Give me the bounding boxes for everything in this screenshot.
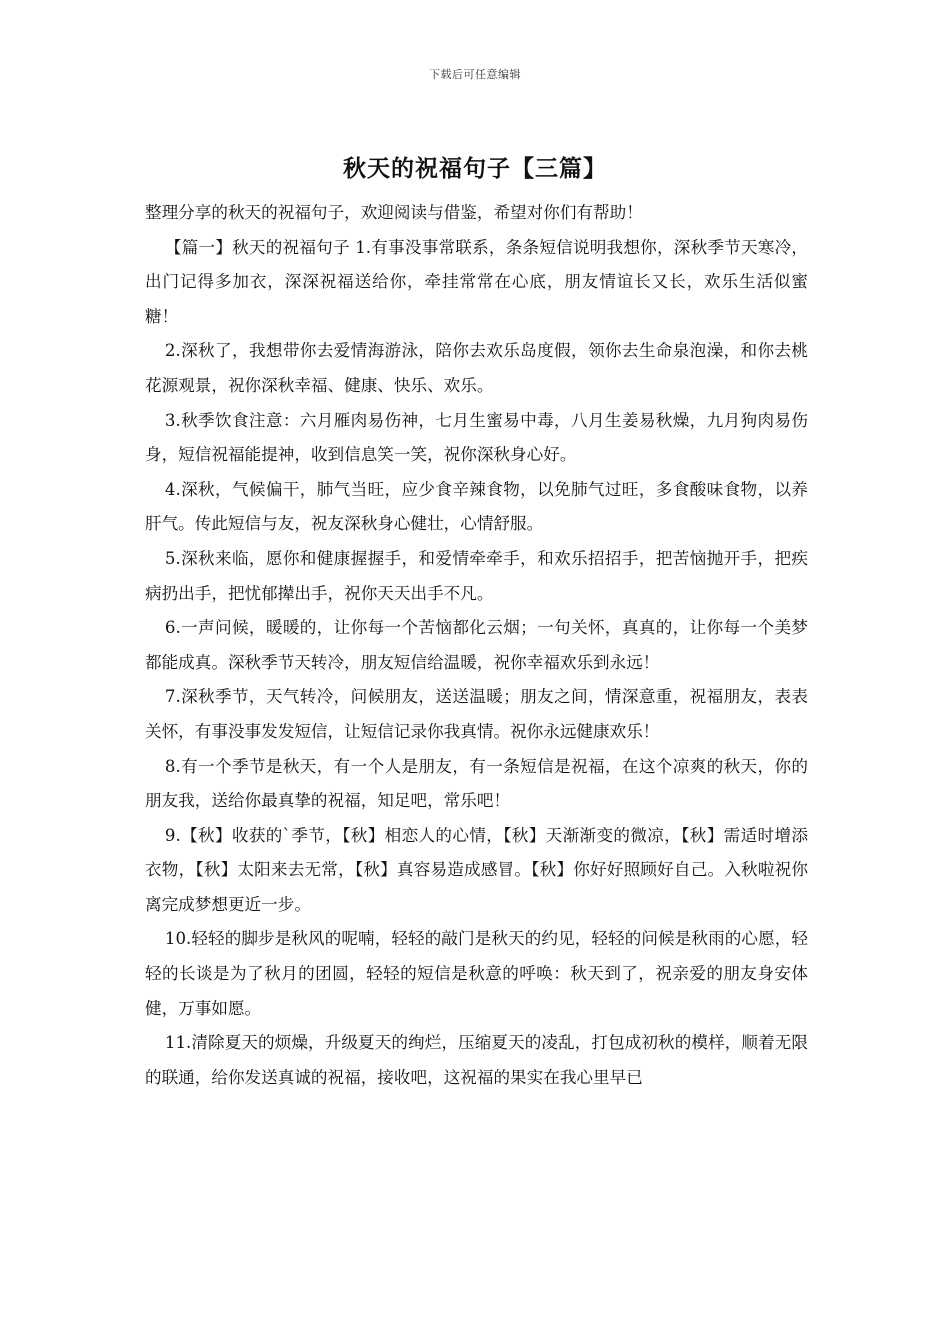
paragraph-2: 2.深秋了，我想带你去爱情海游泳，陪你去欢乐岛度假，领你去生命泉泡澡，和你去桃花源观景，祝你深秋幸福、健康、快乐、欢乐。	[145, 341, 808, 395]
paragraph-8: 8.有一个季节是秋天，有一个人是朋友，有一条短信是祝福，在这个凉爽的秋天，你的朋友我，送给你最真挚的祝福，知足吧，常乐吧！	[145, 756, 808, 811]
paragraph-7: 7.深秋季节，天气转冷，问候朋友，送送温暖；朋友之间，情深意重，祝福朋友，表表关怀，有事没事发发短信，让短信记录你我真情。祝你永远健康欢乐！	[145, 687, 808, 741]
paragraph-11: 11.清除夏天的烦燥，升级夏天的绚烂，压缩夏天的凌乱，打包成初秋的模样，顺着无限的联通，给你发送真诚的祝福，接收吧，这祝福的果实在我心里早已	[145, 1033, 808, 1087]
paragraph-1: 【篇一】秋天的祝福句子 1.有事没事常联系，条条短信说明我想你，深秋季节天寒冷，出门记得多加衣，深深祝福送给你，牵挂常常在心底，朋友情谊长又长，欢乐生活似蜜糖！	[145, 237, 808, 326]
paragraph-5: 5.深秋来临，愿你和健康握握手，和爱情牵牵手，和欢乐招招手，把苦恼抛开手，把疾病扔出手，把忧郁撵出手，祝你天天出手不凡。	[145, 548, 808, 603]
paragraph-3: 3.秋季饮食注意：六月雁肉易伤神，七月生蜜易中毒，八月生姜易秋燥，九月狗肉易伤身，短信祝福能提神，收到信息笑一笑，祝你深秋身心好。	[145, 410, 808, 465]
document-title: 秋天的祝福句子【三篇】	[343, 156, 607, 182]
paragraph-9: 9.【秋】收获的`季节，【秋】相恋人的心情，【秋】天渐渐变的微凉，【秋】需适时增添衣物，【秋】太阳来去无常，【秋】真容易造成感冒。【秋】你好好照顾好自己。入秋啦祝你离完成梦想更近一步。	[145, 825, 808, 914]
paragraph-10: 10.轻轻的脚步是秋风的呢喃，轻轻的敲门是秋天的约见，轻轻的问候是秋雨的心愿，轻轻的长谈是为了秋月的团圆，轻轻的短信是秋意的呼唤：秋天到了，祝亲爱的朋友身安体健，万事如愿。	[145, 929, 808, 1018]
paragraph-6: 6.一声问候，暖暖的，让你每一个苦恼都化云烟；一句关怀，真真的，让你每一个美梦都能成真。深秋季节天转冷，朋友短信给温暖，祝你幸福欢乐到永远！	[145, 618, 808, 672]
paragraph-4: 4.深秋，气候偏干，肺气当旺，应少食辛辣食物，以免肺气过旺，多食酸味食物，以养肝气。传此短信与友，祝友深秋身心健壮，心情舒服。	[145, 479, 808, 534]
document-body	[145, 196, 808, 1095]
header-note: 下载后可任意编辑	[429, 68, 521, 81]
intro-paragraph: 整理分享的秋天的祝福句子，欢迎阅读与借鉴，希望对你们有帮助！	[145, 203, 643, 222]
